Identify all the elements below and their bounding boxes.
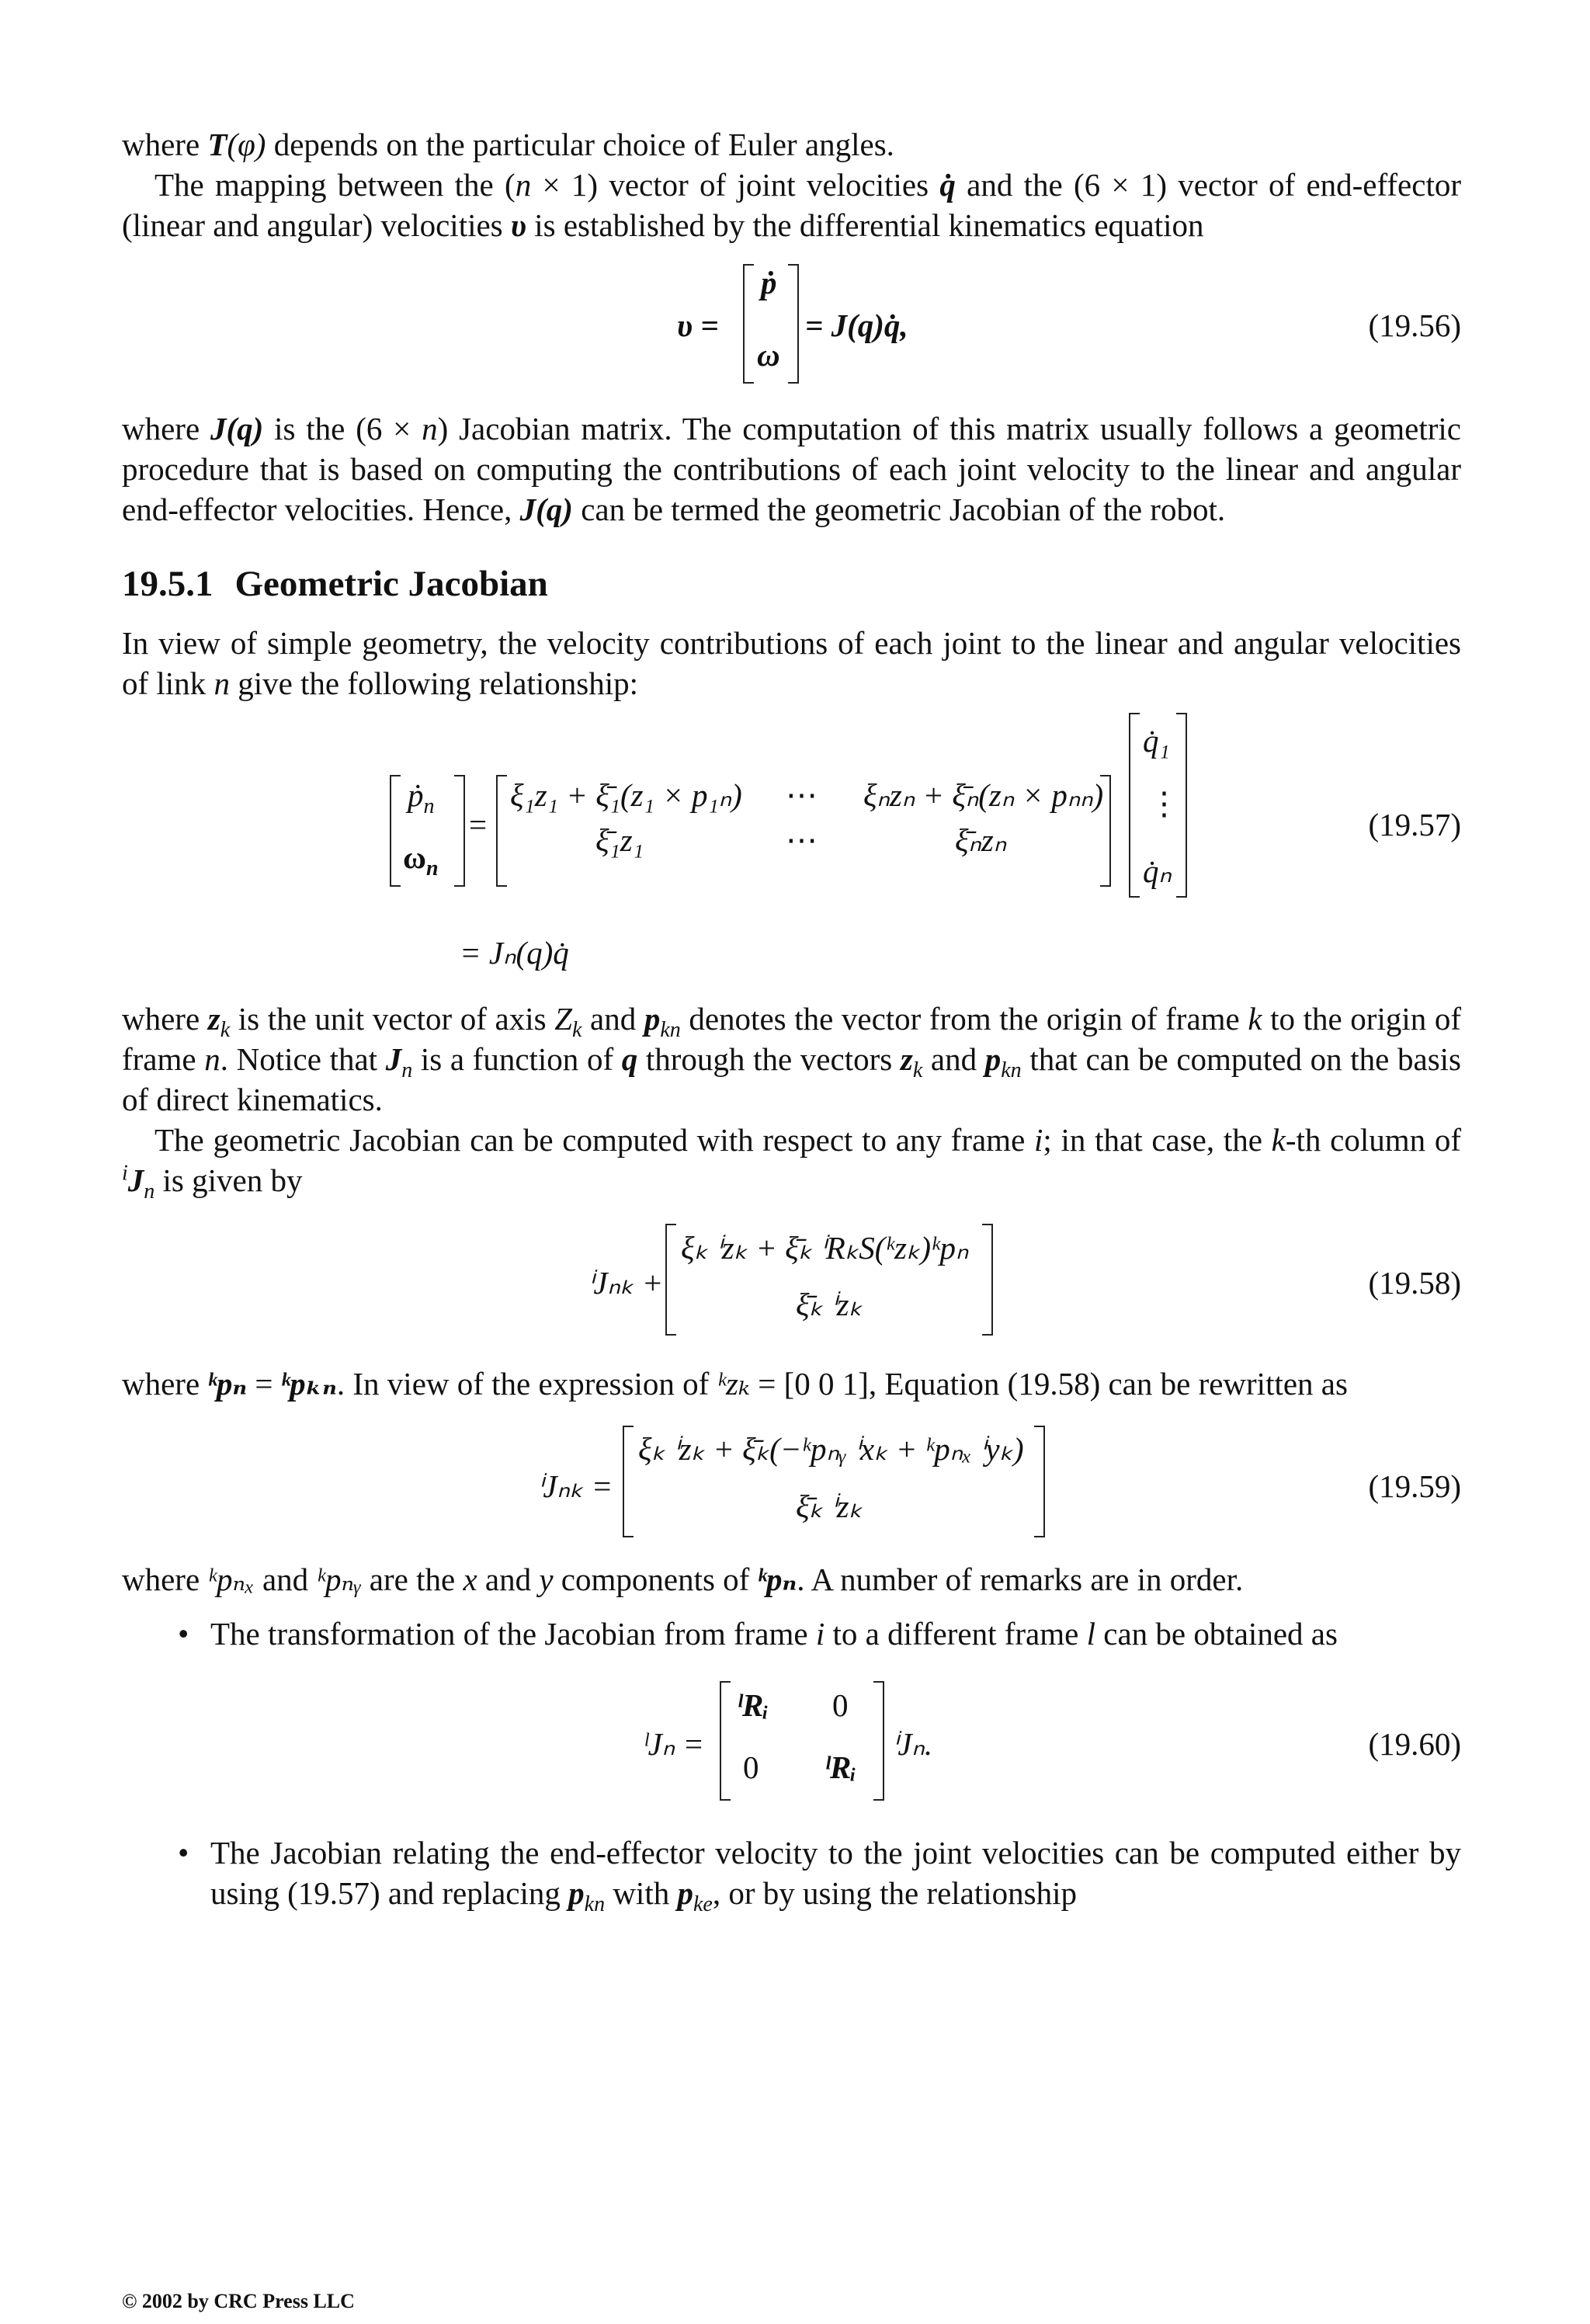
vector-left-bracket: [1129, 713, 1140, 898]
left-bracket: [720, 1681, 731, 1801]
right-bracket: [788, 264, 799, 384]
eq-bottom-row: ξ̄ₖ ⁱzₖ: [796, 1287, 863, 1322]
equation-number: (19.58): [1368, 1265, 1461, 1301]
paragraph-1: where T(φ) depends on the particular choice of Euler angles.: [122, 127, 894, 162]
page-body: [122, 124, 1462, 1917]
matrix-right-bracket: [1100, 775, 1111, 887]
equation-number: (19.60): [1368, 1726, 1461, 1762]
section-heading: 19.5.1 Geometric Jacobian: [122, 564, 548, 604]
equation-number: (19.57): [1368, 807, 1461, 842]
lhs-bottom: $\omega_n$: [403, 839, 439, 881]
eq-lhs: υ =: [677, 307, 719, 343]
bullet-item-2: • The Jacobian relating the end-effector velocity to the joint velocities can be computed either by using (19.57) and replacing $p_{kn}$ with $p_{ke}$, or by using the relationship: [122, 1832, 1461, 1913]
equals: =: [469, 807, 488, 842]
vector-right-bracket: [1176, 713, 1187, 898]
copyright-footer: © 2002 by CRC Press LLC: [122, 2290, 355, 2312]
eq-lhs: ⁱJₙₖ +: [588, 1265, 664, 1301]
bullet-icon: •: [178, 1616, 189, 1652]
eq-vector-top: ṗ: [761, 265, 777, 300]
matrix-r1c2: ⋯: [786, 777, 818, 813]
vector-dots: ⋮: [1148, 786, 1180, 822]
vector-qndot: q̇ₙ: [1143, 853, 1172, 889]
bullet-icon: •: [178, 1835, 189, 1871]
paragraph-7: where ᵏpₙ = ᵏpₖₙ. In view of the expression of ᵏzₖ = [0 0 1], Equation (19.58) can be rewritten as: [122, 1366, 1348, 1402]
eq-rhs: ⁱJₙ.: [892, 1726, 933, 1762]
right-bracket: [982, 1224, 993, 1336]
matrix-r2c1: 0: [743, 1749, 759, 1785]
left-bracket: [665, 1224, 676, 1336]
eq-second-line: = Jₙ(q)q̇: [460, 935, 569, 971]
equation-19-58: [122, 1200, 1461, 1363]
equation-19-57: [122, 703, 1461, 999]
lhs-right-bracket: [454, 775, 465, 887]
paragraph-8: where ᵏpₙₓ and ᵏpₙᵧ are the x and y components of ᵏpₙ. A number of remarks are in order.: [122, 1561, 1244, 1597]
equation-19-60: [122, 1654, 1461, 1832]
lhs-top: ṗ$_n$: [408, 777, 435, 819]
left-bracket: [743, 264, 754, 384]
eq-vector-bottom: ω: [757, 337, 780, 373]
matrix-r2c2: ˡRᵢ: [825, 1749, 857, 1785]
vector-q1dot: q̇₁: [1143, 723, 1170, 759]
matrix-r2c1: ξ̄₁z₁: [595, 822, 644, 858]
eq-top-row: ξₖ ⁱzₖ + ξ̄ₖ ⁱRₖS(ᵏzₖ)ᵏpₙ: [681, 1230, 969, 1266]
matrix-r2c3: ξ̄ₙzₙ: [955, 822, 1007, 858]
paragraph-2: The mapping between the (n × 1) vector of joint velocities q̇ and the (6 × 1) vector of end-effector (linear and angular) velocities υ is established by the differential kinematics equation: [122, 167, 1461, 243]
eq-lhs: ˡJₙ =: [644, 1726, 705, 1762]
right-bracket: [873, 1681, 884, 1801]
eq-rhs: = J(q)q̇,: [805, 307, 908, 343]
paragraph-3: where J(q) is the (6 × n) Jacobian matrix. The computation of this matrix usually follows a geometric procedure that is based on computing the contributions of each joint velocity to the linear and angular end-effector velocities. Hence, J(q) can be termed the geometric Jacobian of the robot.: [122, 411, 1461, 527]
equation-number: (19.56): [1368, 307, 1461, 343]
lhs-left-bracket: [390, 775, 401, 887]
matrix-r1c1: ˡRᵢ: [737, 1687, 769, 1723]
equation-19-59: [122, 1404, 1461, 1559]
equation-number: (19.59): [1368, 1468, 1461, 1504]
paragraph-5: where $z_k$ is the unit vector of axis $Z_k$ and $p_{kn}$ denotes the vector from the origin of frame k to the origin of frame n. Notice that $J_n$ is a function of q through the vectors $z_k$ and $p_{kn}$ that can be computed on the basis of direct kinematics.: [122, 1001, 1462, 1117]
right-bracket: [1034, 1426, 1045, 1537]
symbol-T: T: [207, 127, 227, 162]
matrix-r1c1: ξ₁z₁ + ξ̄₁(z₁ × p₁ₙ): [510, 777, 742, 813]
paragraph-6: The geometric Jacobian can be computed with respect to any frame i; in that case, the k-th column of $^iJ_n$ is given by: [122, 1122, 1461, 1204]
paragraph-4: In view of simple geometry, the velocity contributions of each joint to the linear and angular velocities of link n give the following relationship:: [122, 625, 1461, 701]
eq-top-row: ξₖ ⁱzₖ + ξ̄ₖ(−ᵏpₙᵧ ⁱxₖ + ᵏpₙₓ ⁱyₖ): [638, 1431, 1024, 1467]
bullet-item-1: • The transformation of the Jacobian from frame i to a different frame l can be obtained as: [122, 1614, 1461, 1654]
left-bracket: [623, 1426, 634, 1537]
equation-19-56: [122, 245, 1461, 408]
matrix-r2c2: ⋯: [786, 822, 818, 858]
eq-lhs: ⁱJₙₖ =: [537, 1468, 613, 1504]
eq-bottom-row: ξ̄ₖ ⁱzₖ: [796, 1489, 863, 1524]
matrix-r1c2: 0: [832, 1687, 849, 1723]
matrix-r1c3: ξₙzₙ + ξ̄ₙ(zₙ × pₙₙ): [863, 777, 1104, 813]
matrix-left-bracket: [496, 775, 507, 887]
